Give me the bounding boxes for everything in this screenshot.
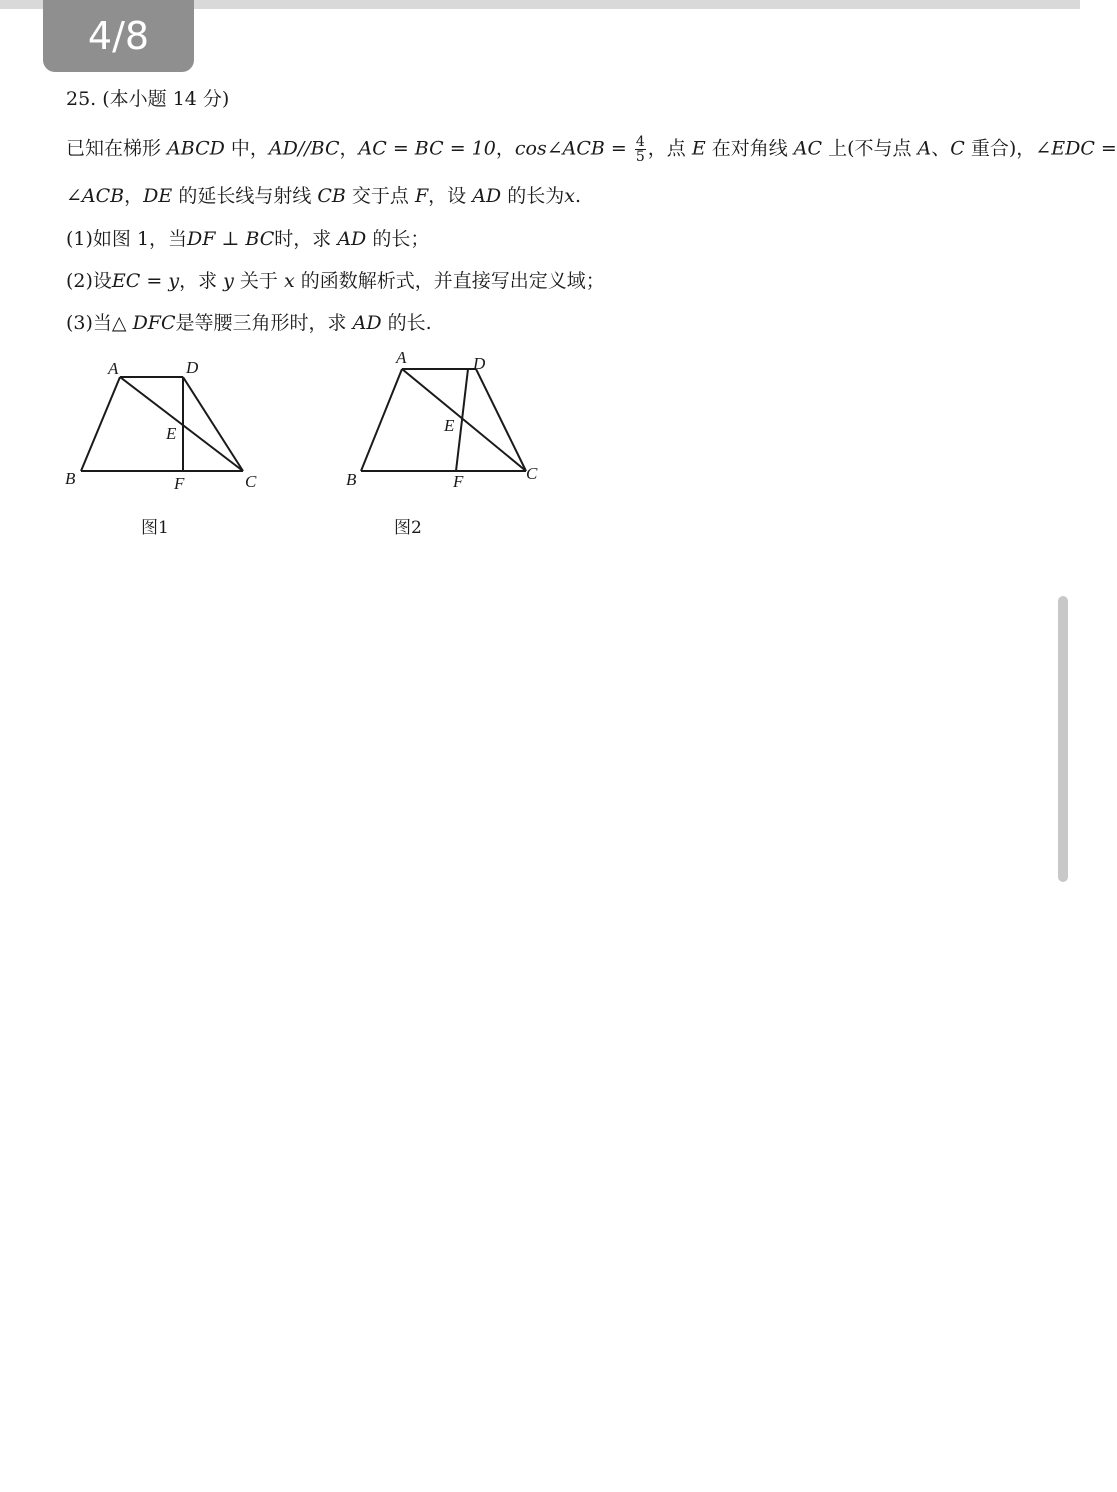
diagonal-ac xyxy=(120,377,243,471)
stem-text: 、 xyxy=(931,137,951,160)
figure-2-caption: 图2 xyxy=(394,518,422,538)
stem-text: 的长为 xyxy=(501,185,565,207)
label-e: E xyxy=(444,416,455,435)
question-text: (2)设 xyxy=(66,270,112,292)
stem-math: DE xyxy=(143,185,173,207)
label-e: E xyxy=(166,424,177,443)
segment-ab xyxy=(81,377,120,471)
stem-math: AD xyxy=(472,185,502,207)
question-math: y xyxy=(223,270,234,292)
question-math: EC = y xyxy=(111,270,180,292)
figure-1-caption: 图1 xyxy=(141,518,169,538)
label-a: A xyxy=(108,359,119,378)
label-b: B xyxy=(346,470,357,489)
question-text: 关于 xyxy=(233,270,284,292)
stem-text: . xyxy=(574,185,581,207)
question-text: 的长. xyxy=(381,312,432,334)
stem-math: ABCD xyxy=(167,137,225,160)
question-math: AD xyxy=(337,228,367,250)
question-text: 的长； xyxy=(366,228,430,250)
label-f: F xyxy=(174,474,185,493)
problem-stem-line-1 xyxy=(66,135,1117,164)
stem-text: ， xyxy=(495,137,515,160)
question-text: ，求 xyxy=(179,270,224,292)
segment-df xyxy=(456,369,468,471)
stem-text: 上(不与点 xyxy=(822,137,918,160)
question-math: AD xyxy=(352,312,382,334)
stem-text: 交于点 xyxy=(345,185,415,207)
stem-math: AD//BC xyxy=(268,137,340,160)
stem-math: A xyxy=(917,137,932,160)
stem-text: ， xyxy=(124,185,144,207)
segment-dc xyxy=(183,377,243,471)
problem-header: 25. (本小题 14 分) xyxy=(66,88,230,110)
vertical-scrollbar[interactable] xyxy=(1058,596,1068,882)
label-f: F xyxy=(453,472,464,491)
stem-math: F xyxy=(414,185,429,207)
question-math: DF ⊥ BC xyxy=(187,228,275,250)
stem-math: AC xyxy=(793,137,823,160)
question-text: 的函数解析式，并直接写出定义域； xyxy=(294,270,605,292)
stem-text: 在对角线 xyxy=(705,137,794,160)
fraction-denominator: 5 xyxy=(635,149,645,165)
stem-text: 的延长线与射线 xyxy=(172,185,318,207)
fraction xyxy=(635,135,646,164)
question-1 xyxy=(66,227,429,251)
figure-1-diagram xyxy=(60,350,280,500)
stem-text: 中， xyxy=(224,137,269,160)
stem-math: E xyxy=(691,137,706,160)
question-3 xyxy=(66,311,432,335)
label-b: B xyxy=(65,469,76,488)
diagonal-ac xyxy=(402,369,526,471)
figure-1 xyxy=(60,350,280,504)
label-a: A xyxy=(396,348,407,367)
stem-text: 已知在梯形 xyxy=(66,137,168,160)
stem-math: AC = BC = 10 xyxy=(358,137,496,160)
question-math: DFC xyxy=(132,312,176,334)
stem-text: ，设 xyxy=(428,185,473,207)
fraction-numerator: 4 xyxy=(635,134,645,150)
stem-math: cos∠ACB = xyxy=(514,137,633,160)
question-text: (3)当△ xyxy=(66,312,133,334)
question-text: (1)如图 1，当 xyxy=(66,228,188,250)
label-c: C xyxy=(526,464,538,483)
stem-math: x xyxy=(564,185,575,207)
question-2 xyxy=(66,269,605,293)
segment-dc xyxy=(476,369,526,471)
figure-2 xyxy=(340,345,560,499)
stem-text: 重合)， xyxy=(964,137,1036,160)
figure-2-diagram xyxy=(340,345,560,495)
page-indicator: 4/8 xyxy=(43,0,194,72)
stem-math: ∠EDC = xyxy=(1035,137,1117,160)
stem-math: CB xyxy=(317,185,346,207)
question-text: 是等腰三角形时，求 xyxy=(175,312,353,334)
label-c: C xyxy=(245,472,257,491)
stem-text: ，点 xyxy=(647,137,692,160)
stem-math: C xyxy=(950,137,965,160)
question-math: x xyxy=(283,270,295,292)
question-text: 时，求 xyxy=(274,228,338,250)
stem-text: ， xyxy=(339,137,359,160)
label-d: D xyxy=(186,358,199,377)
stem-math: ∠ACB xyxy=(66,185,125,207)
segment-ab xyxy=(361,369,402,471)
label-d: D xyxy=(473,354,486,373)
problem-stem-line-2 xyxy=(66,184,581,208)
